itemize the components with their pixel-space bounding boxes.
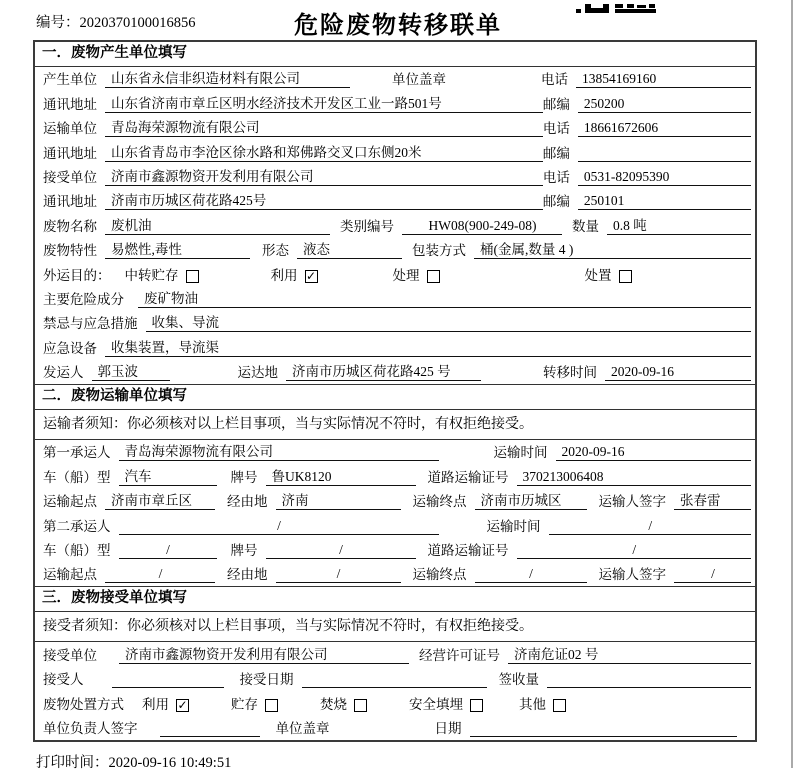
- receiver-row: [35, 165, 755, 189]
- purpose-option-dispose: 处置: [585, 268, 632, 284]
- disposal-label: 废物处置方式: [43, 696, 124, 712]
- traits-label: 废物特性: [43, 243, 97, 259]
- zip-label: 邮编: [542, 96, 570, 112]
- producer-phone-value: 13854169160: [576, 71, 751, 88]
- transporter-notice: 运输者须知：你必须核对以上栏目事项，当与实际情况不符时，有权拒绝接受。: [35, 410, 755, 440]
- road-permit-value2: /: [517, 542, 752, 559]
- permit-value: 济南危证02 号: [508, 647, 751, 664]
- receiver-value: 济南市鑫源物资开发利用有限公司: [105, 169, 543, 186]
- carrier-zip-value: [578, 145, 751, 162]
- print-time: [36, 751, 231, 772]
- vehicle-type-value2: /: [119, 542, 217, 559]
- disposal-option-incinerate: 焚烧: [320, 697, 367, 713]
- page-title: 危险废物转移联单: [294, 12, 502, 39]
- checkbox-icon: [553, 699, 566, 712]
- plate-label: 牌号: [230, 543, 258, 559]
- via-label: 经由地: [227, 494, 268, 510]
- transport-time-label: 运输时间: [493, 445, 548, 461]
- end-value: 济南市历城区: [475, 493, 587, 510]
- vehicle-type-label: 车（船）型: [43, 543, 111, 559]
- producer-row: [35, 67, 755, 91]
- checkbox-icon: [470, 699, 483, 712]
- producer-label: 产生单位: [43, 72, 97, 88]
- carrier-sign-label: 运输人签字: [598, 567, 666, 583]
- transport-purpose-row: [35, 262, 755, 286]
- responsible-sign-value: [160, 720, 260, 737]
- road-permit-label: 道路运输证号: [427, 469, 509, 485]
- second-route-row: [35, 562, 755, 586]
- checkbox-checked-icon: ✓: [177, 697, 188, 712]
- packing-label: 包装方式: [412, 243, 466, 259]
- second-vehicle-row: [35, 538, 755, 562]
- carrier-address-row: [35, 140, 755, 164]
- first-route-row: [35, 489, 755, 513]
- packing-value: 桶(金属,数量 4 ): [474, 242, 751, 259]
- checkbox-icon: [354, 699, 367, 712]
- road-permit-label: 道路运输证号: [427, 543, 509, 559]
- waste-name-label: 废物名称: [43, 218, 97, 234]
- zip-label: 邮编: [542, 194, 570, 210]
- disposal-method-row: [35, 691, 755, 715]
- responsible-sign-label: 单位负责人签字: [43, 720, 138, 736]
- traits-value: 易燃性,毒性: [105, 242, 250, 259]
- end-label: 运输终点: [412, 567, 467, 583]
- origin-value: 济南市章丘区: [105, 493, 215, 510]
- vehicle-type-label: 车（船）型: [43, 469, 111, 485]
- phone-label: 电话: [542, 169, 570, 185]
- via-value: 济南: [276, 493, 401, 510]
- section1-title: 一．废物产生单位填写: [35, 42, 755, 67]
- destination-label: 运达地: [237, 365, 278, 381]
- road-permit-value: 370213006408: [517, 469, 752, 486]
- carrier-address-value: 山东省青岛市李沧区徐水路和郑佛路交叉口东侧20米: [105, 145, 543, 162]
- disposal-option-utilize: 利用 ✓: [142, 696, 188, 712]
- unit-seal-label: 单位盖章: [275, 720, 330, 736]
- purpose-option-utilize: 利用 ✓: [270, 267, 317, 283]
- second-carrier-row: [35, 513, 755, 537]
- first-transport-time-value: 2020-09-16: [556, 444, 752, 461]
- section-producer: [35, 42, 755, 384]
- shipper-value: 郭玉波: [92, 364, 170, 381]
- section-receiver: [35, 586, 755, 740]
- acceptor-row: [35, 667, 755, 691]
- date-value: [470, 720, 738, 737]
- quantity-label: 数量: [572, 218, 599, 234]
- acceptor-label: 接受人: [43, 672, 84, 688]
- serial-value: 2020370100016856: [79, 15, 196, 31]
- checkbox-checked-icon: ✓: [305, 268, 317, 283]
- category-value: HW08(900-249-08): [402, 218, 562, 235]
- zip-label: 邮编: [542, 145, 570, 161]
- producer-address-value: 山东省济南市章丘区明水经济技术开发区工业一路501号: [105, 96, 543, 113]
- qr-code-icon: [576, 0, 656, 18]
- first-carrier-row: [35, 440, 755, 464]
- carrier-sign-value: 张春雷: [674, 493, 751, 510]
- purpose-option-treat: 处理: [393, 268, 440, 284]
- main-hazard-row: [35, 287, 755, 311]
- accept-date-value: [302, 671, 487, 688]
- received-qty-value: [547, 671, 751, 688]
- category-label: 类别编号: [340, 218, 394, 234]
- checkbox-icon: [265, 699, 278, 712]
- destination-value: 济南市历城区荷花路425 号: [286, 364, 481, 381]
- phone-label: 电话: [541, 72, 568, 88]
- main-hazard-value: 废矿物油: [138, 291, 751, 308]
- origin-label: 运输起点: [43, 494, 97, 510]
- carrier-sign-value2: /: [674, 566, 751, 583]
- waste-name-value: 废机油: [105, 218, 330, 235]
- transfer-time-value: 2020-09-16: [605, 364, 751, 381]
- responsible-sign-row: [35, 716, 755, 740]
- disposal-option-storage: 贮存: [231, 697, 278, 713]
- first-carrier-label: 第一承运人: [43, 445, 111, 461]
- first-carrier-value: 青岛海荣源物流有限公司: [119, 444, 439, 461]
- quantity-value: 0.8 吨: [607, 218, 751, 235]
- accept-date-label: 接受日期: [239, 672, 294, 688]
- address-label: 通讯地址: [43, 145, 97, 161]
- origin-label: 运输起点: [43, 567, 97, 583]
- plate-value2: /: [266, 542, 416, 559]
- carrier-row: [35, 116, 755, 140]
- phone-label: 电话: [542, 121, 570, 137]
- receiver-address-value: 济南市历城区荷花路425号: [105, 193, 543, 210]
- form-label: 形态: [262, 243, 289, 259]
- serial-label: 编号：: [36, 15, 80, 31]
- taboo-label: 禁忌与应急措施: [43, 316, 138, 332]
- checkbox-icon: [427, 270, 440, 283]
- shipper-label: 发运人: [43, 365, 84, 381]
- taboo-measures-row: [35, 311, 755, 335]
- waste-name-row: [35, 213, 755, 237]
- disposal-option-other: 其他: [519, 697, 566, 713]
- producer-zip-value: 250200: [578, 96, 751, 113]
- receiver-phone-value: 0531-82095390: [578, 169, 751, 186]
- received-qty-label: 签收量: [498, 672, 539, 688]
- via-value2: /: [276, 566, 401, 583]
- vehicle-type-value: 汽车: [119, 469, 217, 486]
- carrier-label: 运输单位: [43, 121, 97, 137]
- waste-traits-row: [35, 238, 755, 262]
- print-time-label: 打印时间：: [36, 755, 109, 771]
- carrier-phone-value: 18661672606: [578, 120, 751, 137]
- receiver-label: 接受单位: [43, 169, 97, 185]
- first-vehicle-row: [35, 464, 755, 488]
- document-header: [0, 0, 796, 40]
- purpose-label: 外运目的：: [43, 267, 111, 283]
- second-carrier-value: /: [119, 518, 439, 535]
- main-hazard-label: 主要危险成分: [43, 291, 124, 307]
- shipper-row: [35, 360, 755, 384]
- plate-label: 牌号: [230, 469, 258, 485]
- disposal-option-landfill: 安全填埋: [409, 697, 483, 713]
- form-value: 液态: [297, 242, 402, 259]
- via-label: 经由地: [227, 567, 268, 583]
- second-carrier-label: 第二承运人: [43, 518, 111, 534]
- carrier-value: 青岛海荣源物流有限公司: [105, 120, 543, 137]
- address-label: 通讯地址: [43, 96, 97, 112]
- date-label: 日期: [434, 720, 462, 736]
- section2-title: 二．废物运输单位填写: [35, 385, 755, 410]
- print-time-value: 2020-09-16 10:49:51: [108, 755, 232, 771]
- transfer-time-label: 转移时间: [543, 365, 597, 381]
- purpose-option-transfer-storage: 中转贮存: [125, 268, 199, 284]
- carrier-sign-label: 运输人签字: [598, 494, 666, 510]
- accept-unit-value: 济南市鑫源物资开发利用有限公司: [119, 647, 409, 664]
- section3-title: 三．废物接受单位填写: [35, 587, 755, 612]
- receiver-zip-value: 250101: [578, 193, 751, 210]
- section-transporter: [35, 384, 755, 586]
- end-value2: /: [475, 566, 587, 583]
- address-label: 通讯地址: [43, 194, 97, 210]
- transport-time-label: 运输时间: [486, 518, 541, 534]
- producer-address-row: [35, 91, 755, 115]
- seal-label: 单位盖章: [392, 72, 446, 88]
- acceptor-value: [112, 671, 224, 688]
- taboo-value: 收集、导流: [146, 315, 752, 332]
- second-transport-time-value: /: [549, 518, 752, 535]
- equipment-label: 应急设备: [43, 340, 97, 356]
- checkbox-icon: [619, 270, 632, 283]
- producer-value: 山东省永信非织造材料有限公司: [105, 71, 350, 88]
- receiver-address-row: [35, 189, 755, 213]
- receiver-notice: 接受者须知：你必须核对以上栏目事项，当与实际情况不符时，有权拒绝接受。: [35, 612, 755, 642]
- accept-unit-row: [35, 642, 755, 666]
- permit-label: 经营许可证号: [419, 647, 500, 663]
- page-edge-line: [791, 0, 793, 768]
- end-label: 运输终点: [412, 494, 467, 510]
- equipment-value: 收集装置，导流渠: [105, 340, 751, 357]
- manifest-table: [33, 40, 757, 742]
- checkbox-icon: [186, 270, 199, 283]
- origin-value2: /: [105, 566, 215, 583]
- plate-value: 鲁UK8120: [266, 469, 416, 486]
- emergency-equipment-row: [35, 335, 755, 359]
- accept-unit-label: 接受单位: [43, 647, 97, 663]
